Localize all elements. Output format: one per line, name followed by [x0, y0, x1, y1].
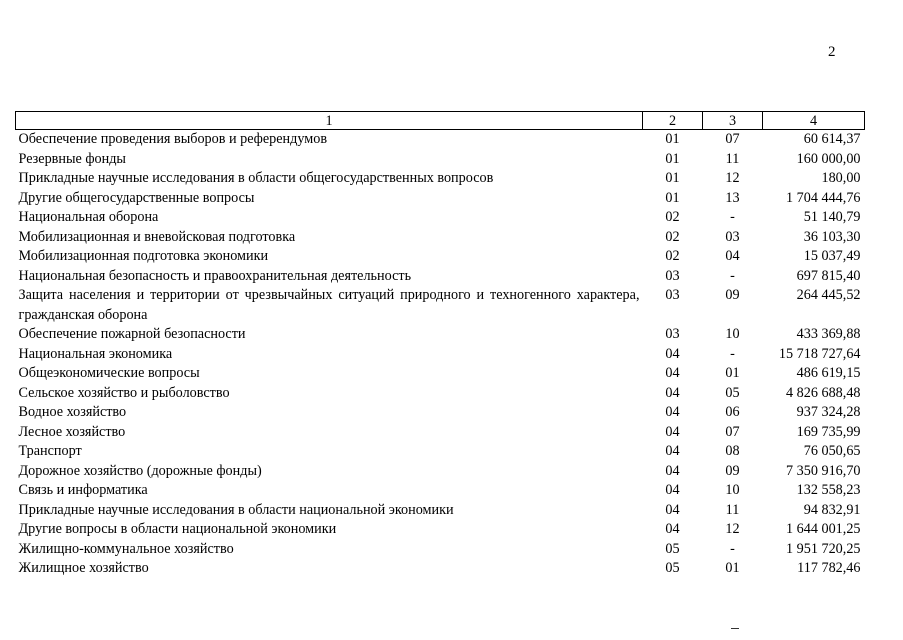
- row-subsection-cell: 04: [725, 248, 740, 264]
- row-subsection-cell: 10: [725, 326, 740, 342]
- row-section-cell: 01: [665, 150, 680, 167]
- row-section-cell: 03: [665, 267, 680, 284]
- row-section-cell: 04: [665, 482, 680, 498]
- row-subsection-cell: 12: [725, 170, 740, 186]
- row-amount-cell: 264 445,52: [796, 287, 861, 303]
- row-section-cell: 04: [665, 443, 680, 459]
- row-amount-cell: 36 103,30: [803, 228, 861, 245]
- row-subsection-cell: 11: [725, 501, 740, 518]
- row-subsection-cell: 13: [725, 189, 740, 206]
- row-section-cell: 01: [665, 170, 680, 186]
- table-row: [16, 286, 865, 325]
- table-row: [16, 169, 865, 189]
- row-name-cell: Связь и информатика: [18, 482, 148, 498]
- column-header-name: 1: [16, 112, 643, 130]
- row-amount-cell: 180,00: [821, 170, 861, 186]
- row-name-cell: Прикладные научные исследования в области национальной экономики: [18, 501, 454, 518]
- row-section-cell: 04: [665, 404, 680, 420]
- row-amount-cell: 76 050,65: [803, 443, 861, 459]
- table-row: [16, 364, 865, 384]
- table-row: [16, 267, 865, 287]
- table-row: [16, 189, 865, 209]
- row-amount-cell: 60 614,37: [803, 131, 861, 147]
- table-row: [16, 540, 865, 560]
- row-subsection-cell: 07: [725, 131, 740, 147]
- table-row: [16, 462, 865, 482]
- row-section-cell: 04: [665, 365, 680, 381]
- column-header-section: 2: [643, 112, 703, 130]
- table-row: [16, 130, 865, 150]
- table-row: [16, 442, 865, 462]
- row-amount-cell: 15 718 727,64: [778, 345, 861, 362]
- row-name-cell: Защита населения и территории от чрезвычайных ситуаций природного и техногенного характера, гражданская оборона: [18, 287, 640, 323]
- table-row: [16, 423, 865, 443]
- row-amount-cell: 697 815,40: [796, 267, 861, 284]
- row-section-cell: 04: [665, 423, 680, 440]
- row-section-cell: 05: [665, 560, 680, 576]
- row-amount-cell: 1 704 444,76: [786, 189, 861, 206]
- row-section-cell: 01: [665, 131, 680, 147]
- row-amount-cell: 1 644 001,25: [786, 521, 861, 537]
- row-section-cell: 04: [665, 521, 680, 537]
- row-amount-cell: 51 140,79: [803, 209, 861, 225]
- row-section-cell: 02: [665, 248, 680, 264]
- row-name-cell: Транспорт: [18, 443, 82, 459]
- row-name-cell: Дорожное хозяйство (дорожные фонды): [18, 462, 262, 479]
- row-section-cell: 04: [665, 384, 680, 401]
- row-amount-cell: 169 735,99: [796, 423, 861, 440]
- row-subsection-cell: 09: [725, 287, 740, 303]
- row-name-cell: Обеспечение пожарной безопасности: [18, 326, 246, 342]
- column-header-amount: 4: [763, 112, 865, 130]
- row-name-cell: Сельское хозяйство и рыболовство: [18, 384, 230, 401]
- row-subsection-cell: 03: [725, 228, 740, 245]
- row-subsection-cell: 05: [725, 384, 740, 401]
- row-name-cell: Мобилизационная подготовка экономики: [18, 248, 269, 264]
- table-header-row: [16, 112, 865, 130]
- row-amount-cell: 15 037,49: [803, 248, 861, 264]
- table-row: [16, 481, 865, 501]
- row-amount-cell: 94 832,91: [803, 501, 861, 518]
- row-name-cell: Обеспечение проведения выборов и референдумов: [18, 131, 328, 147]
- table-row: [16, 345, 865, 365]
- bottom-mark: [731, 628, 739, 629]
- row-name-cell: Мобилизационная и вневойсковая подготовка: [18, 228, 296, 245]
- row-subsection-cell: 07: [725, 423, 740, 440]
- row-name-cell: Жилищное хозяйство: [18, 560, 149, 576]
- table-row: [16, 559, 865, 579]
- table-row: [16, 501, 865, 521]
- row-amount-cell: 117 782,46: [797, 560, 861, 576]
- row-amount-cell: 4 826 688,48: [786, 384, 861, 401]
- table-row: [16, 384, 865, 404]
- row-subsection-cell: -: [730, 540, 735, 557]
- table-body: [16, 130, 865, 579]
- row-amount-cell: 7 350 916,70: [786, 462, 861, 479]
- table-row: [16, 150, 865, 170]
- row-subsection-cell: 01: [725, 365, 740, 381]
- row-amount-cell: 433 369,88: [796, 326, 861, 342]
- row-section-cell: 05: [665, 540, 680, 557]
- table-row: [16, 403, 865, 423]
- row-amount-cell: 937 324,28: [796, 404, 861, 420]
- table-row: [16, 325, 865, 345]
- row-amount-cell: 132 558,23: [796, 482, 861, 498]
- row-subsection-cell: -: [730, 209, 735, 225]
- column-header-subsection: 3: [703, 112, 763, 130]
- row-subsection-cell: 08: [725, 443, 740, 459]
- row-amount-cell: 1 951 720,25: [786, 540, 861, 557]
- row-section-cell: 04: [665, 501, 680, 518]
- row-name-cell: Жилищно-коммунальное хозяйство: [18, 540, 234, 557]
- page-number: 2: [828, 44, 836, 60]
- row-name-cell: Национальная оборона: [18, 209, 159, 225]
- row-section-cell: 01: [665, 189, 680, 206]
- row-subsection-cell: 06: [725, 404, 740, 420]
- row-name-cell: Национальная безопасность и правоохранительная деятельность: [18, 267, 412, 284]
- row-name-cell: Резервные фонды: [18, 150, 126, 167]
- row-section-cell: 03: [665, 287, 680, 303]
- row-subsection-cell: 01: [725, 560, 740, 576]
- row-amount-cell: 486 619,15: [796, 365, 861, 381]
- row-section-cell: 04: [665, 345, 680, 362]
- row-name-cell: Национальная экономика: [18, 345, 173, 362]
- row-name-cell: Водное хозяйство: [18, 404, 127, 420]
- row-name-cell: Прикладные научные исследования в области общегосударственных вопросов: [18, 170, 494, 186]
- table-row: [16, 208, 865, 228]
- row-subsection-cell: 09: [725, 462, 740, 479]
- row-subsection-cell: 10: [725, 482, 740, 498]
- row-name-cell: Другие общегосударственные вопросы: [18, 189, 255, 206]
- table-row: [16, 520, 865, 540]
- table-row: [16, 247, 865, 267]
- row-section-cell: 02: [665, 209, 680, 225]
- row-subsection-cell: -: [730, 345, 735, 362]
- row-name-cell: Общеэкономические вопросы: [18, 365, 200, 381]
- row-name-cell: Лесное хозяйство: [18, 423, 126, 440]
- table-row: [16, 228, 865, 248]
- row-subsection-cell: 11: [725, 150, 740, 167]
- row-subsection-cell: -: [730, 267, 735, 284]
- row-amount-cell: 160 000,00: [796, 150, 861, 167]
- row-section-cell: 04: [665, 462, 680, 479]
- budget-table: [15, 111, 865, 579]
- row-section-cell: 03: [665, 326, 680, 342]
- row-name-cell: Другие вопросы в области национальной экономики: [18, 521, 337, 537]
- row-subsection-cell: 12: [725, 521, 740, 537]
- row-section-cell: 02: [665, 228, 680, 245]
